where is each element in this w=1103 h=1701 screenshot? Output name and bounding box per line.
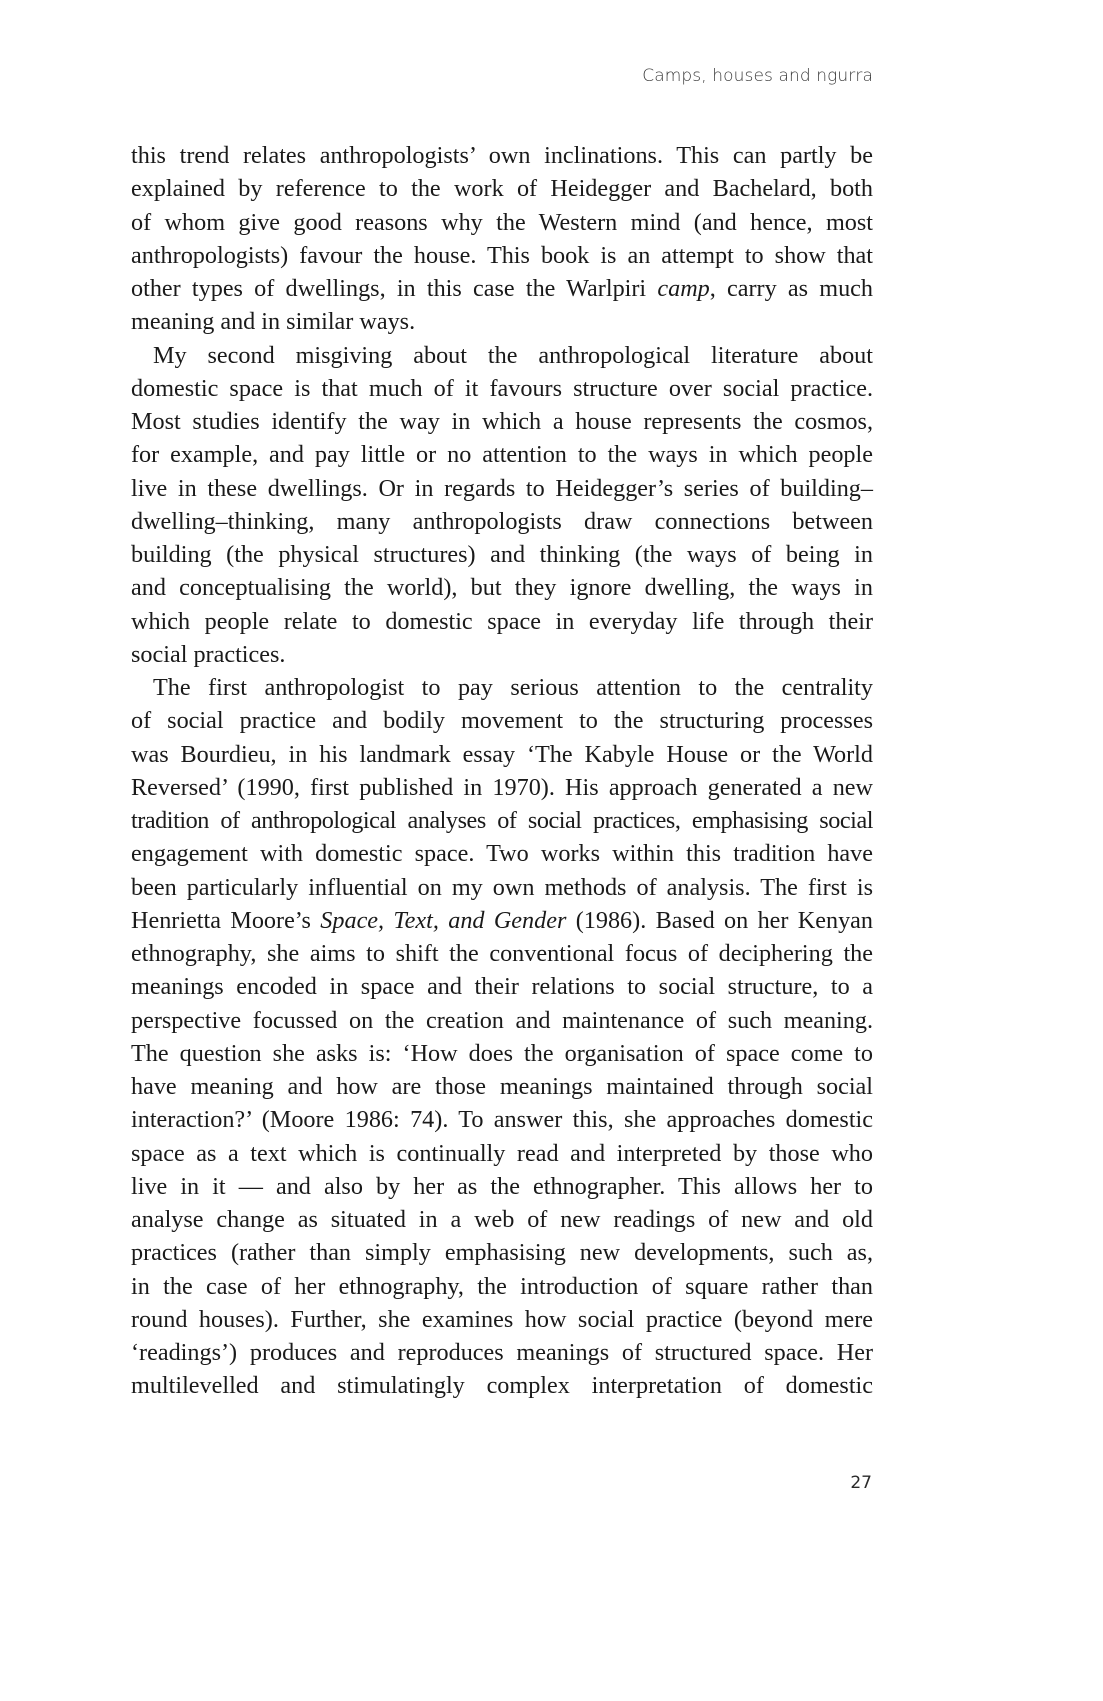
page-number: 27	[850, 1473, 872, 1493]
paragraph-1	[131, 139, 873, 339]
text-run: , carry as much	[709, 275, 873, 302]
paragraph-2	[131, 339, 873, 672]
text-line: explained by reference to the work of Heidegger and Bachelard, both	[131, 175, 873, 203]
text-line: analyse change as situated in a web of new readings of new and old	[131, 1206, 873, 1233]
body-text	[131, 139, 873, 1403]
text-line: ‘readings’) produces and reproduces meanings of structured space. Her	[131, 1339, 873, 1366]
text-line: My second misgiving about the anthropological literature about	[153, 341, 873, 369]
text-line: ethnography, she aims to shift the conventional focus of deciphering the	[131, 940, 873, 967]
text-line: space as a text which is continually read and interpreted by those who	[131, 1139, 873, 1167]
text-line: interaction?’ (Moore 1986: 74). To answer this, she approaches domestic	[131, 1106, 873, 1134]
text-line: Reversed’ (1990, first published in 1970). His approach generated a new	[131, 773, 873, 801]
text-line: was Bourdieu, in his landmark essay ‘The Kabyle House or the World	[131, 740, 873, 768]
text-run: other types of dwellings, in this case the Warlpiri	[131, 275, 658, 302]
text-line: this trend relates anthropologists’ own inclinations. This can partly be	[131, 142, 873, 169]
text-run: (1986). Based on her Kenyan	[566, 906, 874, 934]
text-line: round houses). Further, she examines how social practice (beyond mere	[131, 1305, 873, 1333]
text-run: Henrietta Moore’s	[131, 906, 321, 934]
text-line: Most studies identify the way in which a house represents the cosmos,	[131, 408, 873, 435]
text-line: have meaning and how are those meanings maintained through social	[131, 1073, 873, 1100]
text-line: engagement with domestic space. Two works within this tradition have	[131, 840, 873, 868]
text-line: in the case of her ethnography, the introduction of square rather than	[131, 1272, 873, 1300]
text-line: of whom give good reasons why the Western mind (and hence, most	[131, 208, 873, 236]
text-line: tradition of anthropological analyses of social practices, emphasising social	[131, 807, 873, 834]
text-line: perspective focussed on the creation and maintenance of such meaning.	[131, 1006, 873, 1034]
text-line: domestic space is that much of it favours structure over social practice.	[131, 374, 873, 402]
text-line: social practices.	[131, 640, 286, 668]
text-line: meaning and in similar ways.	[131, 308, 416, 336]
book-title: Space, Text, and Gender	[320, 906, 567, 934]
text-line	[131, 272, 873, 305]
text-line: anthropologists) favour the house. This book is an attempt to show that	[131, 241, 873, 269]
text-line: which people relate to domestic space in everyday life through their	[131, 607, 873, 635]
italic-term: camp	[657, 275, 710, 302]
running-head: Camps, houses and ngurra	[642, 66, 873, 86]
text-line: and conceptualising the world), but they ignore dwelling, the ways in	[131, 574, 873, 602]
text-line: multilevelled and stimulatingly complex interpretation of domestic	[131, 1372, 873, 1400]
paragraph-3	[131, 671, 873, 1403]
text-line: of social practice and bodily movement to the structuring processes	[131, 707, 873, 735]
text-line: live in these dwellings. Or in regards to Heidegger’s series of building–	[131, 474, 873, 502]
text-line: dwelling–thinking, many anthropologists draw connections between	[131, 507, 873, 535]
text-line	[131, 904, 873, 937]
text-line: The question she asks is: ‘How does the organisation of space come to	[131, 1039, 873, 1067]
text-line: been particularly influential on my own methods of analysis. The first is	[131, 873, 873, 901]
text-line: live in it — and also by her as the ethnographer. This allows her to	[131, 1172, 873, 1200]
text-line: practices (rather than simply emphasising new developments, such as,	[131, 1239, 873, 1267]
text-line: building (the physical structures) and thinking (the ways of being in	[131, 541, 873, 568]
text-line: for example, and pay little or no attention to the ways in which people	[131, 441, 873, 469]
text-line: The first anthropologist to pay serious attention to the centrality	[153, 674, 873, 701]
text-line: meanings encoded in space and their relations to social structure, to a	[131, 973, 873, 1001]
